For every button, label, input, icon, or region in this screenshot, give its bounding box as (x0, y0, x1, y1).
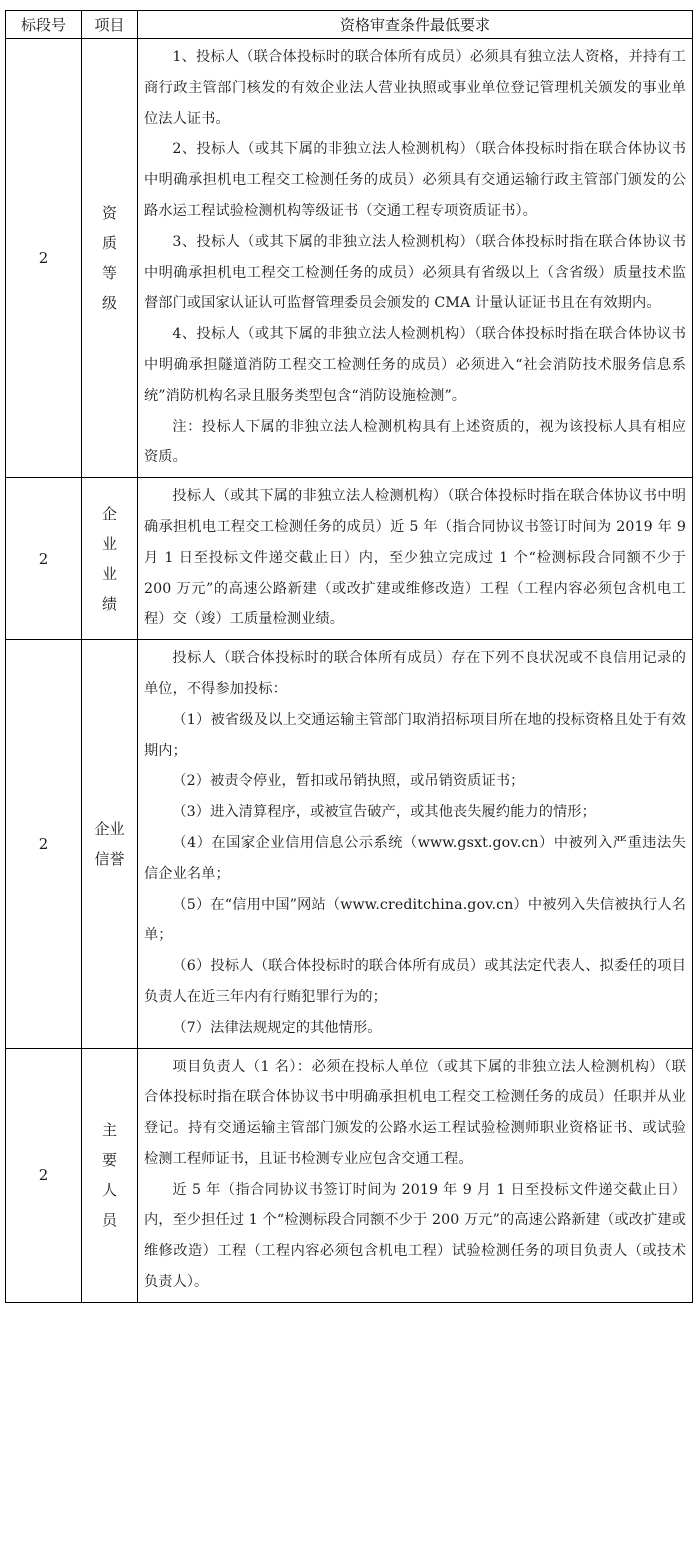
item-char: 要 (101, 1151, 117, 1170)
requirement-paragraph: 项目负责人（1 名）：必须在投标人单位（或其下属的非独立法人检测机构）（联合体投标时指在联合体协议书中明确承担机电工程交工检测任务的成员）任职并从业登记。持有交通运输主管部门颁发的公路水运工程试验检测师职业资格证书、或试验检测工程师证书，且证书检测专业应包含交通工程。 (144, 1058, 686, 1167)
item-char: 绩 (101, 594, 117, 613)
requirement-note: 注：投标人下属的非独立法人检测机构具有上述资质的，视为该投标人具有相应资质。 (144, 418, 686, 466)
item-char: 资 (101, 204, 117, 223)
row-item (82, 39, 138, 478)
item-char: 主 (101, 1121, 117, 1140)
header-number: 标段号 (6, 11, 82, 39)
row-number: 2 (6, 1048, 82, 1302)
requirement-paragraph: 3、投标人（或其下属的非独立法人检测机构）（联合体投标时指在联合体协议书中明确承担机电工程交工检测任务的成员）必须具有省级以上（含省级）质量技术监督部门或国家认证认可监督管理委员会颁发的 CMA 计量认证证书且在有效期内。 (144, 233, 686, 312)
item-char: 员 (101, 1211, 117, 1230)
requirement-paragraph: （5）在“信用中国”网站（www.creditchina.gov.cn）中被列入失信被执行人名单； (144, 896, 686, 944)
qualification-table (5, 10, 693, 1303)
header-item: 项目 (82, 11, 138, 39)
row-item (82, 640, 138, 1048)
requirement-paragraph: 投标人（或其下属的非独立法人检测机构）（联合体投标时指在联合体协议书中明确承担机电工程交工检测任务的成员）近 5 年（指合同协议书签订时间为 2019 年 9 月 1 日至投标文件递交截止日）内，至少独立完成过 1 个“检测标段合同额不少于 200 万元”的高速公路新建（或改扩建或维修改造）工程（工程内容必须包含机电工程）交（竣）工质量检测业绩。 (144, 488, 686, 628)
requirement-paragraph: （1）被省级及以上交通运输主管部门取消招标项目所在地的投标资格且处于有效期内； (144, 711, 686, 759)
item-char: 等 (101, 264, 117, 283)
row-requirements (138, 1048, 693, 1302)
row-number: 2 (6, 478, 82, 640)
requirement-paragraph: 投标人（联合体投标时的联合体所有成员）存在下列不良状况或不良信用记录的单位，不得参加投标： (144, 650, 686, 697)
row-requirements (138, 640, 693, 1048)
item-char: 质 (101, 234, 117, 253)
table-row-company-performance (6, 478, 693, 640)
requirement-paragraph: （2）被责令停业，暂扣或吊销执照，或吊销资质证书； (172, 773, 525, 790)
item-char: 级 (101, 294, 117, 313)
table-row-key-personnel (6, 1048, 693, 1302)
header-requirements: 资格审查条件最低要求 (138, 11, 693, 39)
row-requirements (138, 39, 693, 478)
requirement-paragraph: 1、投标人（联合体投标时的联合体所有成员）必须具有独立法人资格，并持有工商行政主管部门核发的有效企业法人营业执照或事业单位登记管理机关颁发的事业单位法人证书。 (144, 49, 686, 127)
requirement-paragraph: （7）法律法规规定的其他情形。 (172, 1019, 382, 1036)
requirement-paragraph: 2、投标人（或其下属的非独立法人检测机构）（联合体投标时指在联合体协议书中明确承担机电工程交工检测任务的成员）必须具有交通运输行政主管部门颁发的公路水运工程试验检测机构等级证书（交通工程专项资质证书）。 (144, 141, 686, 219)
row-requirements (138, 478, 693, 640)
item-line: 企业 (94, 819, 125, 838)
table-row-qualification-grade (6, 39, 693, 478)
requirement-paragraph: 4、投标人（或其下属的非独立法人检测机构）（联合体投标时指在联合体协议书中明确承担隧道消防工程交工检测任务的成员）必须进入“社会消防技术服务信息系统”消防机构名录且服务类型包含“消防设施检测”。 (144, 326, 686, 404)
requirement-paragraph: （4）在国家企业信用信息公示系统（www.gsxt.gov.cn）中被列入严重违法失信企业名单； (144, 834, 686, 882)
requirement-paragraph: （6）投标人（联合体投标时的联合体所有成员）或其法定代表人、拟委任的项目负责人在近三年内有行贿犯罪行为的； (144, 958, 686, 1005)
row-item (82, 478, 138, 640)
requirement-paragraph: 近 5 年（指合同协议书签订时间为 2019 年 9 月 1 日至投标文件递交截止日）内，至少担任过 1 个“检测标段合同额不少于 200 万元”的高速公路新建（或改扩建或维修改造）工程（工程内容必须包含机电工程）试验检测任务的项目负责人（或技术负责人）。 (144, 1181, 686, 1291)
item-char: 业 (101, 564, 117, 583)
item-char: 人 (101, 1181, 117, 1200)
requirement-paragraph: （3）进入清算程序，或被宣告破产，或其他丧失履约能力的情形； (172, 804, 596, 821)
item-line: 信誉 (94, 849, 125, 868)
row-number: 2 (6, 39, 82, 478)
item-char: 企 (101, 504, 117, 523)
row-item (82, 1048, 138, 1302)
item-char: 业 (101, 534, 117, 553)
row-number: 2 (6, 640, 82, 1048)
table-row-company-credit (6, 640, 693, 1048)
table-header-row (6, 11, 693, 39)
